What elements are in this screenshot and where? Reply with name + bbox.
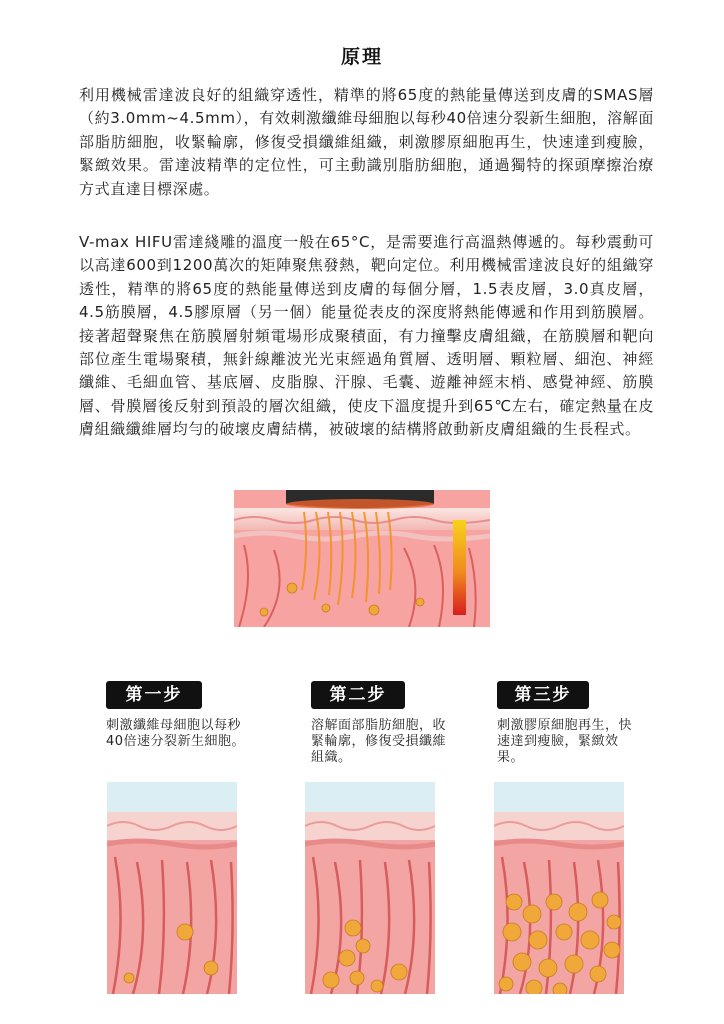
step-2-description: 溶解面部脂肪細胞，收緊輪廓，修復受損纖維組織。 bbox=[311, 718, 447, 765]
page-title: 原理 bbox=[340, 46, 383, 68]
detail-paragraph: V-max HIFU雷達綫雕的溫度一般在65°C，是需要進行高溫熱傳遞的。每秒震動可以高達600到1200萬次的矩陣聚焦發熱，靶向定位。利用機械雷達波良好的組織穿透性，精準的將65度的熱能量傳送到皮膚的每個分層，1.5表皮層，3.0真皮層，4.5筋膜層，4.5膠原層（另一個）能量從表皮的深度將熱能傳遞和作用到筋膜層。接著超聲聚焦在筋膜層射頻電場形成聚積面，有力撞擊皮膚組織，在筋膜層和靶向部位產生電場聚積，無針線離波光光束經過角質層、透明層、顆粒層、細泡、神經纖維、毛細血管、基底層、皮脂腺、汗腺、毛囊、遊離神經末梢、感覺神經、筋膜層、骨膜層後反射到預設的層次組織，使皮下溫度提升到65℃左右，確定熱量在皮膚組織纖維層均勻的破壞皮膚結構，被破壞的結構將啟動新皮膚組織的生長程式。 bbox=[79, 233, 654, 439]
step-1-skin-panel bbox=[107, 782, 237, 994]
step-1-description: 刺激纖維母細胞以每秒40倍速分裂新生細胞。 bbox=[106, 718, 246, 749]
hifu-skin-illustration bbox=[234, 490, 490, 627]
step-3-description: 刺激膠原細胞再生，快速達到瘦臉，緊緻效果。 bbox=[497, 718, 633, 765]
step-3-badge: 第三步 bbox=[497, 681, 589, 709]
step-2-badge: 第二步 bbox=[311, 681, 405, 709]
intro-paragraph: 利用機械雷達波良好的組織穿透性，精準的將65度的熱能量傳送到皮膚的SMAS層（約3.0mm~4.5mm），有效刺激纖維母細胞以每秒40倍速分裂新生細胞，溶解面部脂肪細胞，收緊輪廓，修復受損纖維組織，刺激膠原細胞再生，快速達到瘦臉，緊緻效果。雷達波精準的定位性，可主動識別脂肪細胞，通過獨特的探頭摩擦治療方式直達目標深處。 bbox=[79, 86, 654, 198]
step-1-badge: 第一步 bbox=[106, 681, 202, 709]
step-2-skin-panel bbox=[305, 782, 435, 994]
step-3-skin-panel bbox=[494, 782, 624, 994]
